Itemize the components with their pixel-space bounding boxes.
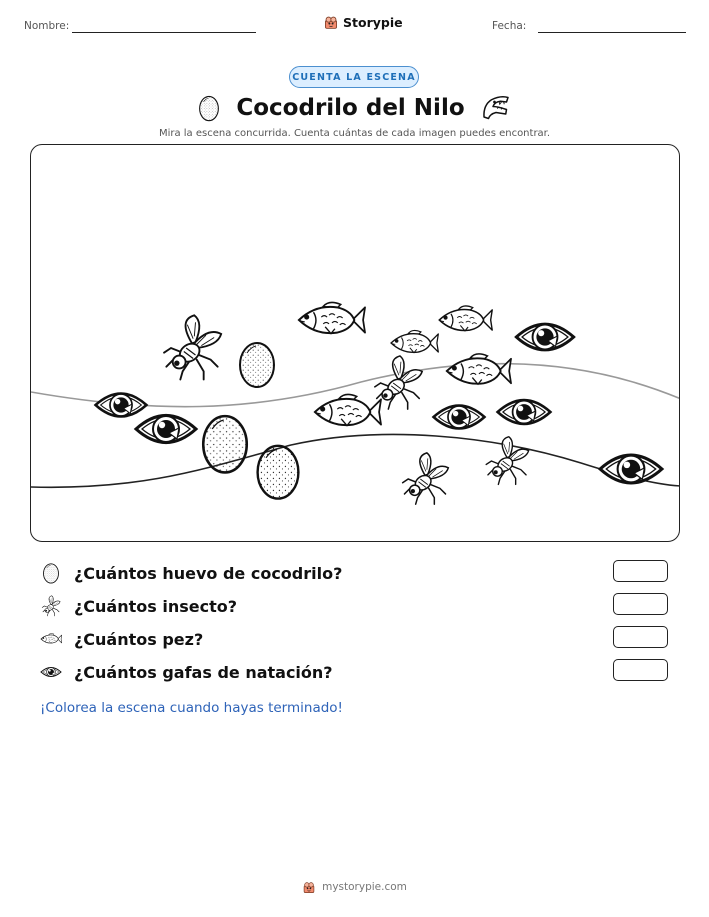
crocodile-icon — [481, 94, 511, 122]
question-text: ¿Cuántos insecto? — [74, 596, 237, 616]
scene-egg-icon[interactable] — [203, 416, 247, 472]
page-title: Cocodrilo del Nilo — [236, 95, 465, 121]
name-input-line[interactable] — [72, 32, 256, 33]
scene-eye-icon[interactable] — [498, 400, 551, 424]
fish-icon — [40, 628, 62, 650]
scene-fly-icon[interactable] — [164, 315, 221, 379]
scene-fish-icon[interactable] — [447, 354, 511, 384]
scene-fish-icon[interactable] — [299, 302, 365, 333]
instructions: Mira la escena concurrida. Cuenta cuántas de cada imagen puedes encontrar. — [158, 128, 551, 139]
name-label: Nombre: — [24, 20, 70, 32]
river-bank-line — [31, 435, 680, 488]
brand-name: Storypie — [343, 14, 403, 30]
question-row — [40, 594, 237, 618]
scene-fly-icon[interactable] — [375, 356, 422, 409]
scene-fish-icon[interactable] — [391, 330, 438, 352]
scene-fish-icon[interactable] — [315, 394, 381, 425]
scene-box — [30, 144, 680, 542]
egg-icon — [198, 94, 220, 122]
activity-badge: CUENTA LA ESCENA — [289, 66, 419, 88]
egg-icon — [40, 562, 62, 584]
scene-eye-icon[interactable] — [600, 455, 662, 483]
answer-box-insects[interactable] — [613, 593, 668, 615]
scene-fish-icon[interactable] — [439, 306, 492, 331]
storypie-logo-icon — [323, 14, 339, 30]
scene-canvas — [31, 145, 680, 542]
answer-box-fish[interactable] — [613, 626, 668, 648]
question-text: ¿Cuántos gafas de natación? — [74, 662, 333, 682]
page-title-row — [0, 92, 709, 124]
date-label: Fecha: — [492, 20, 527, 32]
date-input-line[interactable] — [538, 32, 686, 33]
scene-egg-icon[interactable] — [240, 343, 274, 387]
question-text: ¿Cuántos pez? — [74, 629, 204, 649]
scene-eye-icon[interactable] — [516, 324, 573, 350]
question-row — [40, 561, 342, 585]
scene-fly-icon[interactable] — [486, 437, 528, 485]
scene-egg-icon[interactable] — [258, 446, 299, 499]
scene-eye-icon[interactable] — [434, 406, 485, 429]
answer-box-eggs[interactable] — [613, 560, 668, 582]
footer-url[interactable]: mystorypie.com — [322, 881, 407, 893]
question-row — [40, 627, 203, 651]
scene-eye-icon[interactable] — [136, 416, 196, 443]
storypie-logo-icon — [302, 880, 316, 894]
footer — [0, 880, 709, 894]
brand-logo — [323, 14, 403, 30]
eye-icon — [40, 661, 62, 683]
question-row — [40, 660, 333, 684]
answer-box-goggles[interactable] — [613, 659, 668, 681]
question-text: ¿Cuántos huevo de cocodrilo? — [74, 563, 343, 583]
coloring-note: ¡Colorea la escena cuando hayas terminado! — [40, 700, 343, 716]
fly-icon — [40, 595, 62, 617]
scene-eye-icon[interactable] — [96, 394, 147, 417]
scene-fly-icon[interactable] — [403, 453, 449, 504]
